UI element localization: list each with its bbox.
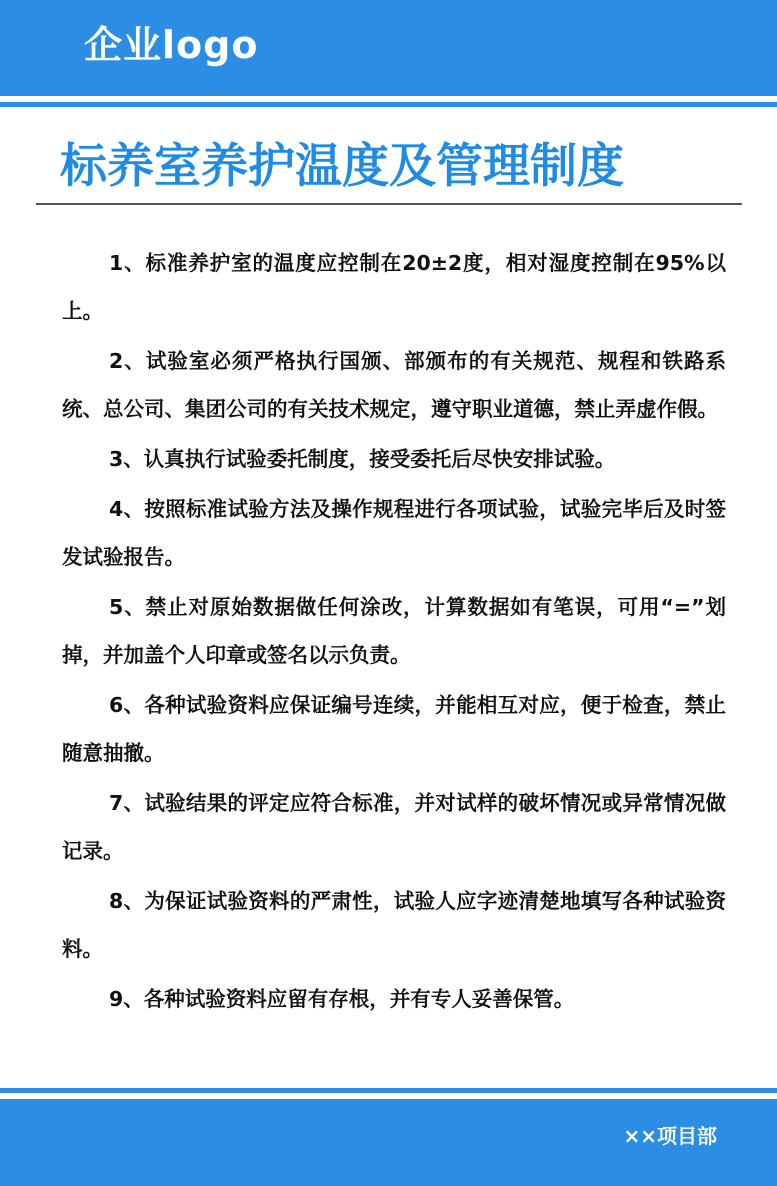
- company-logo: 企业logo: [84, 23, 259, 67]
- rule-item-7: 7、试验结果的评定应符合标准，并对试样的破坏情况或异常情况做记录。: [62, 791, 726, 863]
- footer-bar: [0, 1099, 777, 1186]
- rules-list: [62, 239, 726, 1025]
- rule-item-6: 6、各种试验资料应保证编号连续，并能相互对应，便于检查，禁止随意抽撤。: [62, 693, 726, 765]
- rule-item-2: 2、试验室必须严格执行国颁、部颁布的有关规范、规程和铁路系统、总公司、集团公司的有关技术规定，遵守职业道德，禁止弄虚作假。: [62, 349, 726, 421]
- content-panel: [0, 107, 777, 1088]
- rule-item-5: 5、禁止对原始数据做任何涂改，计算数据如有笔误，可用“=”划掉，并加盖个人印章或签名以示负责。: [62, 595, 726, 667]
- rule-item-9: 9、各种试验资料应留有存根，并有专人妥善保管。: [109, 987, 575, 1011]
- page-title: 标养室养护温度及管理制度: [60, 139, 624, 194]
- header-bar: [0, 0, 777, 96]
- rule-item-8: 8、为保证试验资料的严肃性，试验人应字迹清楚地填写各种试验资料。: [62, 889, 726, 961]
- department-label: ××项目部: [623, 1124, 717, 1148]
- rule-item-3: 3、认真执行试验委托制度，接受委托后尽快安排试验。: [109, 447, 616, 471]
- rule-item-4: 4、按照标准试验方法及操作规程进行各项试验，试验完毕后及时签发试验报告。: [62, 497, 726, 569]
- rule-item-1: 1、标准养护室的温度应控制在20±2度，相对湿度控制在95%以上。: [62, 251, 726, 323]
- title-underline: [36, 203, 742, 205]
